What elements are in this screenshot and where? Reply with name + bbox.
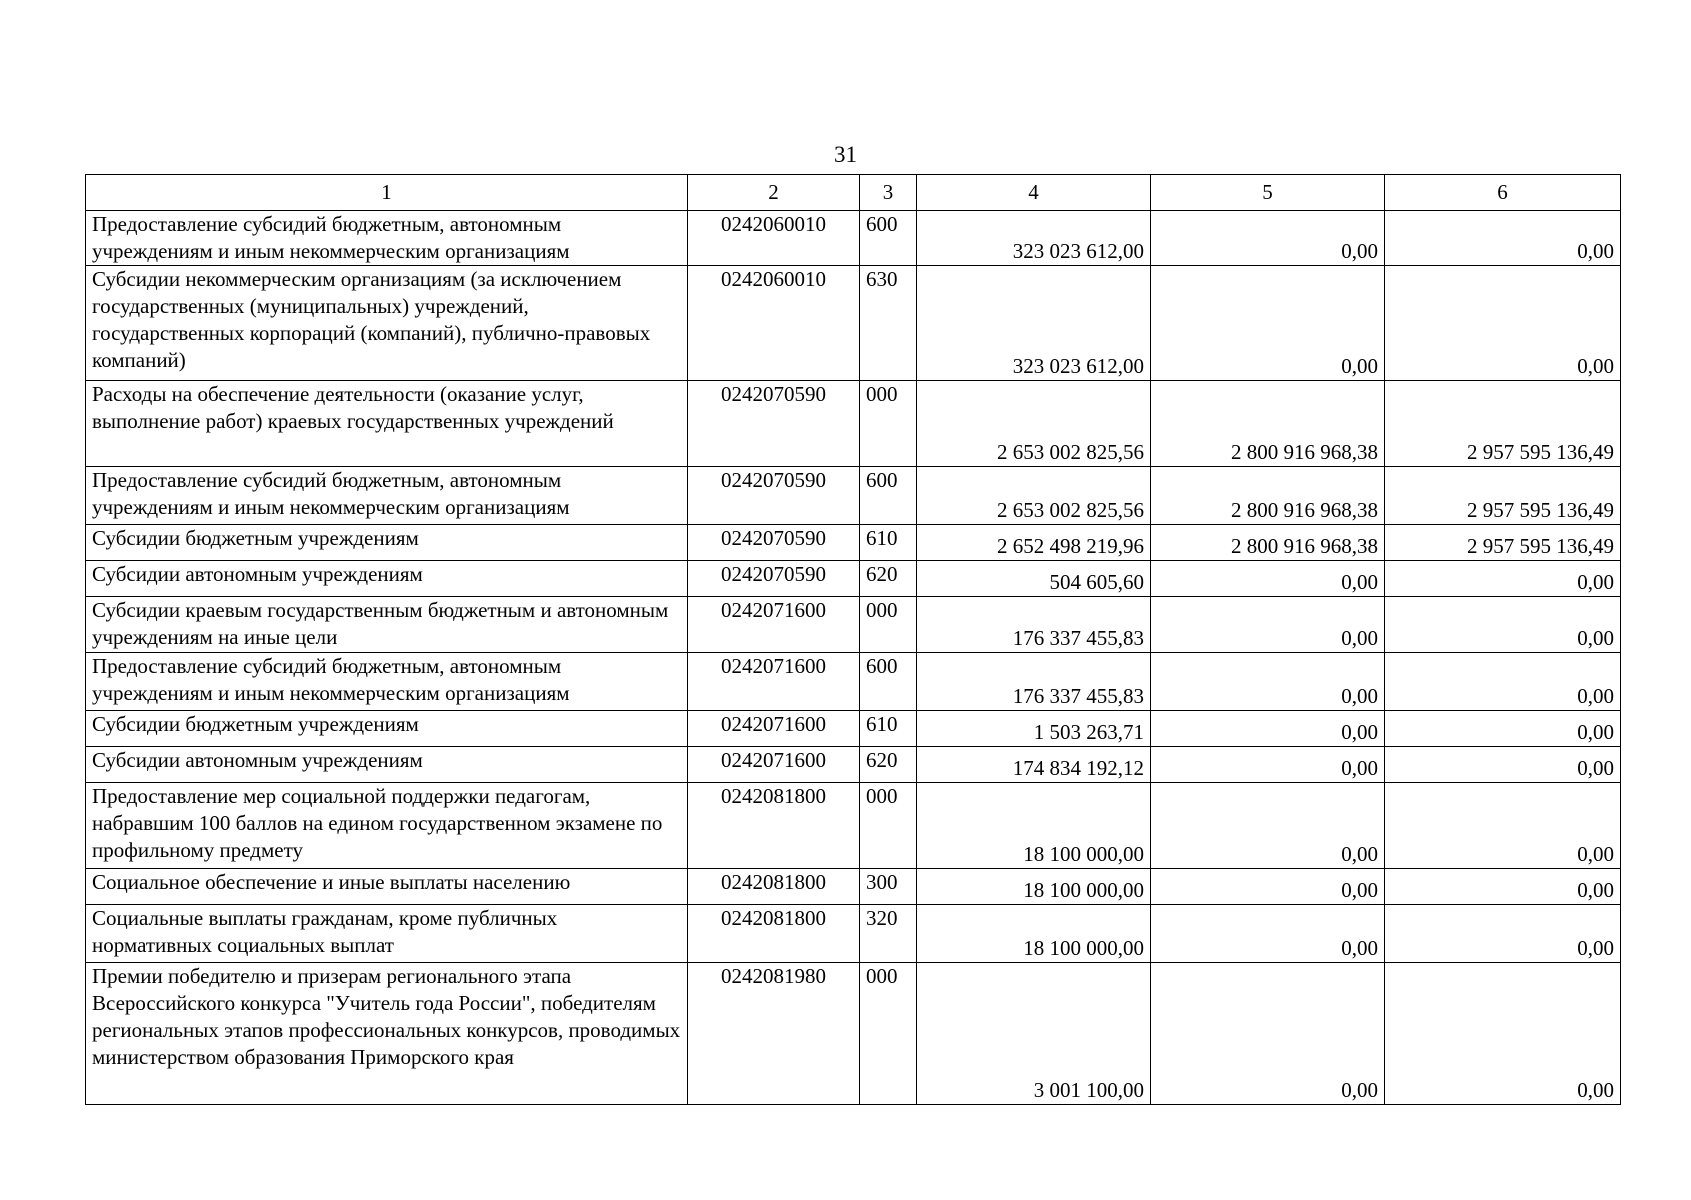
- row-value-5: 0,00: [1151, 905, 1385, 963]
- page-number: 31: [834, 142, 857, 167]
- row-value-5: 0,00: [1151, 711, 1385, 747]
- row-name: Субсидии бюджетным учреждениям: [86, 711, 688, 747]
- table-row: [86, 561, 1621, 597]
- row-code: 0242071600: [688, 747, 860, 783]
- row-value-4: 3 001 100,00: [917, 963, 1151, 1105]
- row-value-6: 0,00: [1385, 597, 1621, 653]
- row-type: 610: [860, 711, 917, 747]
- table-row: [86, 467, 1621, 525]
- row-code: 0242070590: [688, 467, 860, 525]
- row-value-5: 0,00: [1151, 963, 1385, 1105]
- row-value-4: 18 100 000,00: [917, 869, 1151, 905]
- column-header-1: 1: [86, 175, 688, 211]
- row-type: 610: [860, 525, 917, 561]
- row-type: 000: [860, 597, 917, 653]
- row-value-5: 2 800 916 968,38: [1151, 467, 1385, 525]
- row-code: 0242071600: [688, 653, 860, 711]
- row-value-5: 0,00: [1151, 869, 1385, 905]
- row-value-6: 0,00: [1385, 783, 1621, 869]
- row-value-4: 504 605,60: [917, 561, 1151, 597]
- row-type: 600: [860, 653, 917, 711]
- row-name: Субсидии автономным учреждениям: [86, 561, 688, 597]
- row-value-5: 0,00: [1151, 266, 1385, 381]
- row-name: Субсидии бюджетным учреждениям: [86, 525, 688, 561]
- table-header-row: [86, 175, 1621, 211]
- row-value-4: 1 503 263,71: [917, 711, 1151, 747]
- row-code: 0242081800: [688, 783, 860, 869]
- row-code: 0242060010: [688, 266, 860, 381]
- row-type: 000: [860, 381, 917, 467]
- row-value-4: 2 653 002 825,56: [917, 381, 1151, 467]
- table-row: [86, 869, 1621, 905]
- row-value-4: 323 023 612,00: [917, 266, 1151, 381]
- row-name: Субсидии краевым государственным бюджетным и автономным учреждениям на иные цели: [86, 597, 688, 653]
- row-value-4: 18 100 000,00: [917, 783, 1151, 869]
- row-name: Предоставление мер социальной поддержки педагогам, набравшим 100 баллов на едином государственном экзамене по профильному предмету: [86, 783, 688, 869]
- row-value-6: 0,00: [1385, 869, 1621, 905]
- table-row: [86, 747, 1621, 783]
- row-code: 0242060010: [688, 211, 860, 266]
- row-value-4: 174 834 192,12: [917, 747, 1151, 783]
- row-type: 630: [860, 266, 917, 381]
- row-value-4: 18 100 000,00: [917, 905, 1151, 963]
- row-code: 0242070590: [688, 381, 860, 467]
- row-value-6: 0,00: [1385, 905, 1621, 963]
- row-code: 0242081800: [688, 905, 860, 963]
- row-value-6: 0,00: [1385, 711, 1621, 747]
- table-row: [86, 905, 1621, 963]
- row-value-5: 2 800 916 968,38: [1151, 381, 1385, 467]
- table-row: [86, 211, 1621, 266]
- row-name: Расходы на обеспечение деятельности (оказание услуг, выполнение работ) краевых государственных учреждений: [86, 381, 688, 467]
- row-value-6: 0,00: [1385, 561, 1621, 597]
- row-value-6: 0,00: [1385, 653, 1621, 711]
- table-row: [86, 653, 1621, 711]
- row-name: Субсидии автономным учреждениям: [86, 747, 688, 783]
- row-type: 600: [860, 211, 917, 266]
- row-type: 320: [860, 905, 917, 963]
- row-value-5: 0,00: [1151, 747, 1385, 783]
- row-value-6: 0,00: [1385, 963, 1621, 1105]
- row-code: 0242081800: [688, 869, 860, 905]
- row-type: 000: [860, 963, 917, 1105]
- table-row: [86, 525, 1621, 561]
- row-value-5: 0,00: [1151, 211, 1385, 266]
- row-value-6: 2 957 595 136,49: [1385, 467, 1621, 525]
- table-row: [86, 597, 1621, 653]
- row-value-4: 176 337 455,83: [917, 597, 1151, 653]
- row-code: 0242070590: [688, 561, 860, 597]
- table-row: [86, 963, 1621, 1105]
- row-value-5: 0,00: [1151, 653, 1385, 711]
- row-type: 600: [860, 467, 917, 525]
- row-name: Социальные выплаты гражданам, кроме публичных нормативных социальных выплат: [86, 905, 688, 963]
- row-type: 300: [860, 869, 917, 905]
- row-name: Социальное обеспечение и иные выплаты населению: [86, 869, 688, 905]
- row-value-6: 2 957 595 136,49: [1385, 525, 1621, 561]
- row-type: 620: [860, 561, 917, 597]
- table-row: [86, 711, 1621, 747]
- row-code: 0242071600: [688, 711, 860, 747]
- row-name: Премии победителю и призерам регионального этапа Всероссийского конкурса "Учитель года России", победителям региональных этапов профессиональных конкурсов, проводимых министерством образования Приморского края: [86, 963, 688, 1105]
- row-name: Предоставление субсидий бюджетным, автономным учреждениям и иным некоммерческим организациям: [86, 211, 688, 266]
- row-value-4: 323 023 612,00: [917, 211, 1151, 266]
- row-name: Предоставление субсидий бюджетным, автономным учреждениям и иным некоммерческим организациям: [86, 467, 688, 525]
- column-header-3: 3: [860, 175, 917, 211]
- row-name: Предоставление субсидий бюджетным, автономным учреждениям и иным некоммерческим организациям: [86, 653, 688, 711]
- table-row: [86, 266, 1621, 381]
- row-value-4: 2 652 498 219,96: [917, 525, 1151, 561]
- row-value-4: 176 337 455,83: [917, 653, 1151, 711]
- row-value-6: 0,00: [1385, 747, 1621, 783]
- column-header-4: 4: [917, 175, 1151, 211]
- row-code: 0242070590: [688, 525, 860, 561]
- row-code: 0242071600: [688, 597, 860, 653]
- column-header-2: 2: [688, 175, 860, 211]
- row-value-6: 0,00: [1385, 266, 1621, 381]
- budget-table: [85, 174, 1621, 1105]
- table-row: [86, 381, 1621, 467]
- row-name: Субсидии некоммерческим организациям (за исключением государственных (муниципальных) учреждений, государственных корпораций (компаний), публично-правовых компаний): [86, 266, 688, 381]
- row-code: 0242081980: [688, 963, 860, 1105]
- row-value-4: 2 653 002 825,56: [917, 467, 1151, 525]
- row-value-5: 0,00: [1151, 561, 1385, 597]
- row-type: 000: [860, 783, 917, 869]
- row-value-5: 0,00: [1151, 783, 1385, 869]
- table-row: [86, 783, 1621, 869]
- column-header-6: 6: [1385, 175, 1621, 211]
- row-value-6: 0,00: [1385, 211, 1621, 266]
- row-value-6: 2 957 595 136,49: [1385, 381, 1621, 467]
- row-value-5: 0,00: [1151, 597, 1385, 653]
- row-type: 620: [860, 747, 917, 783]
- row-value-5: 2 800 916 968,38: [1151, 525, 1385, 561]
- column-header-5: 5: [1151, 175, 1385, 211]
